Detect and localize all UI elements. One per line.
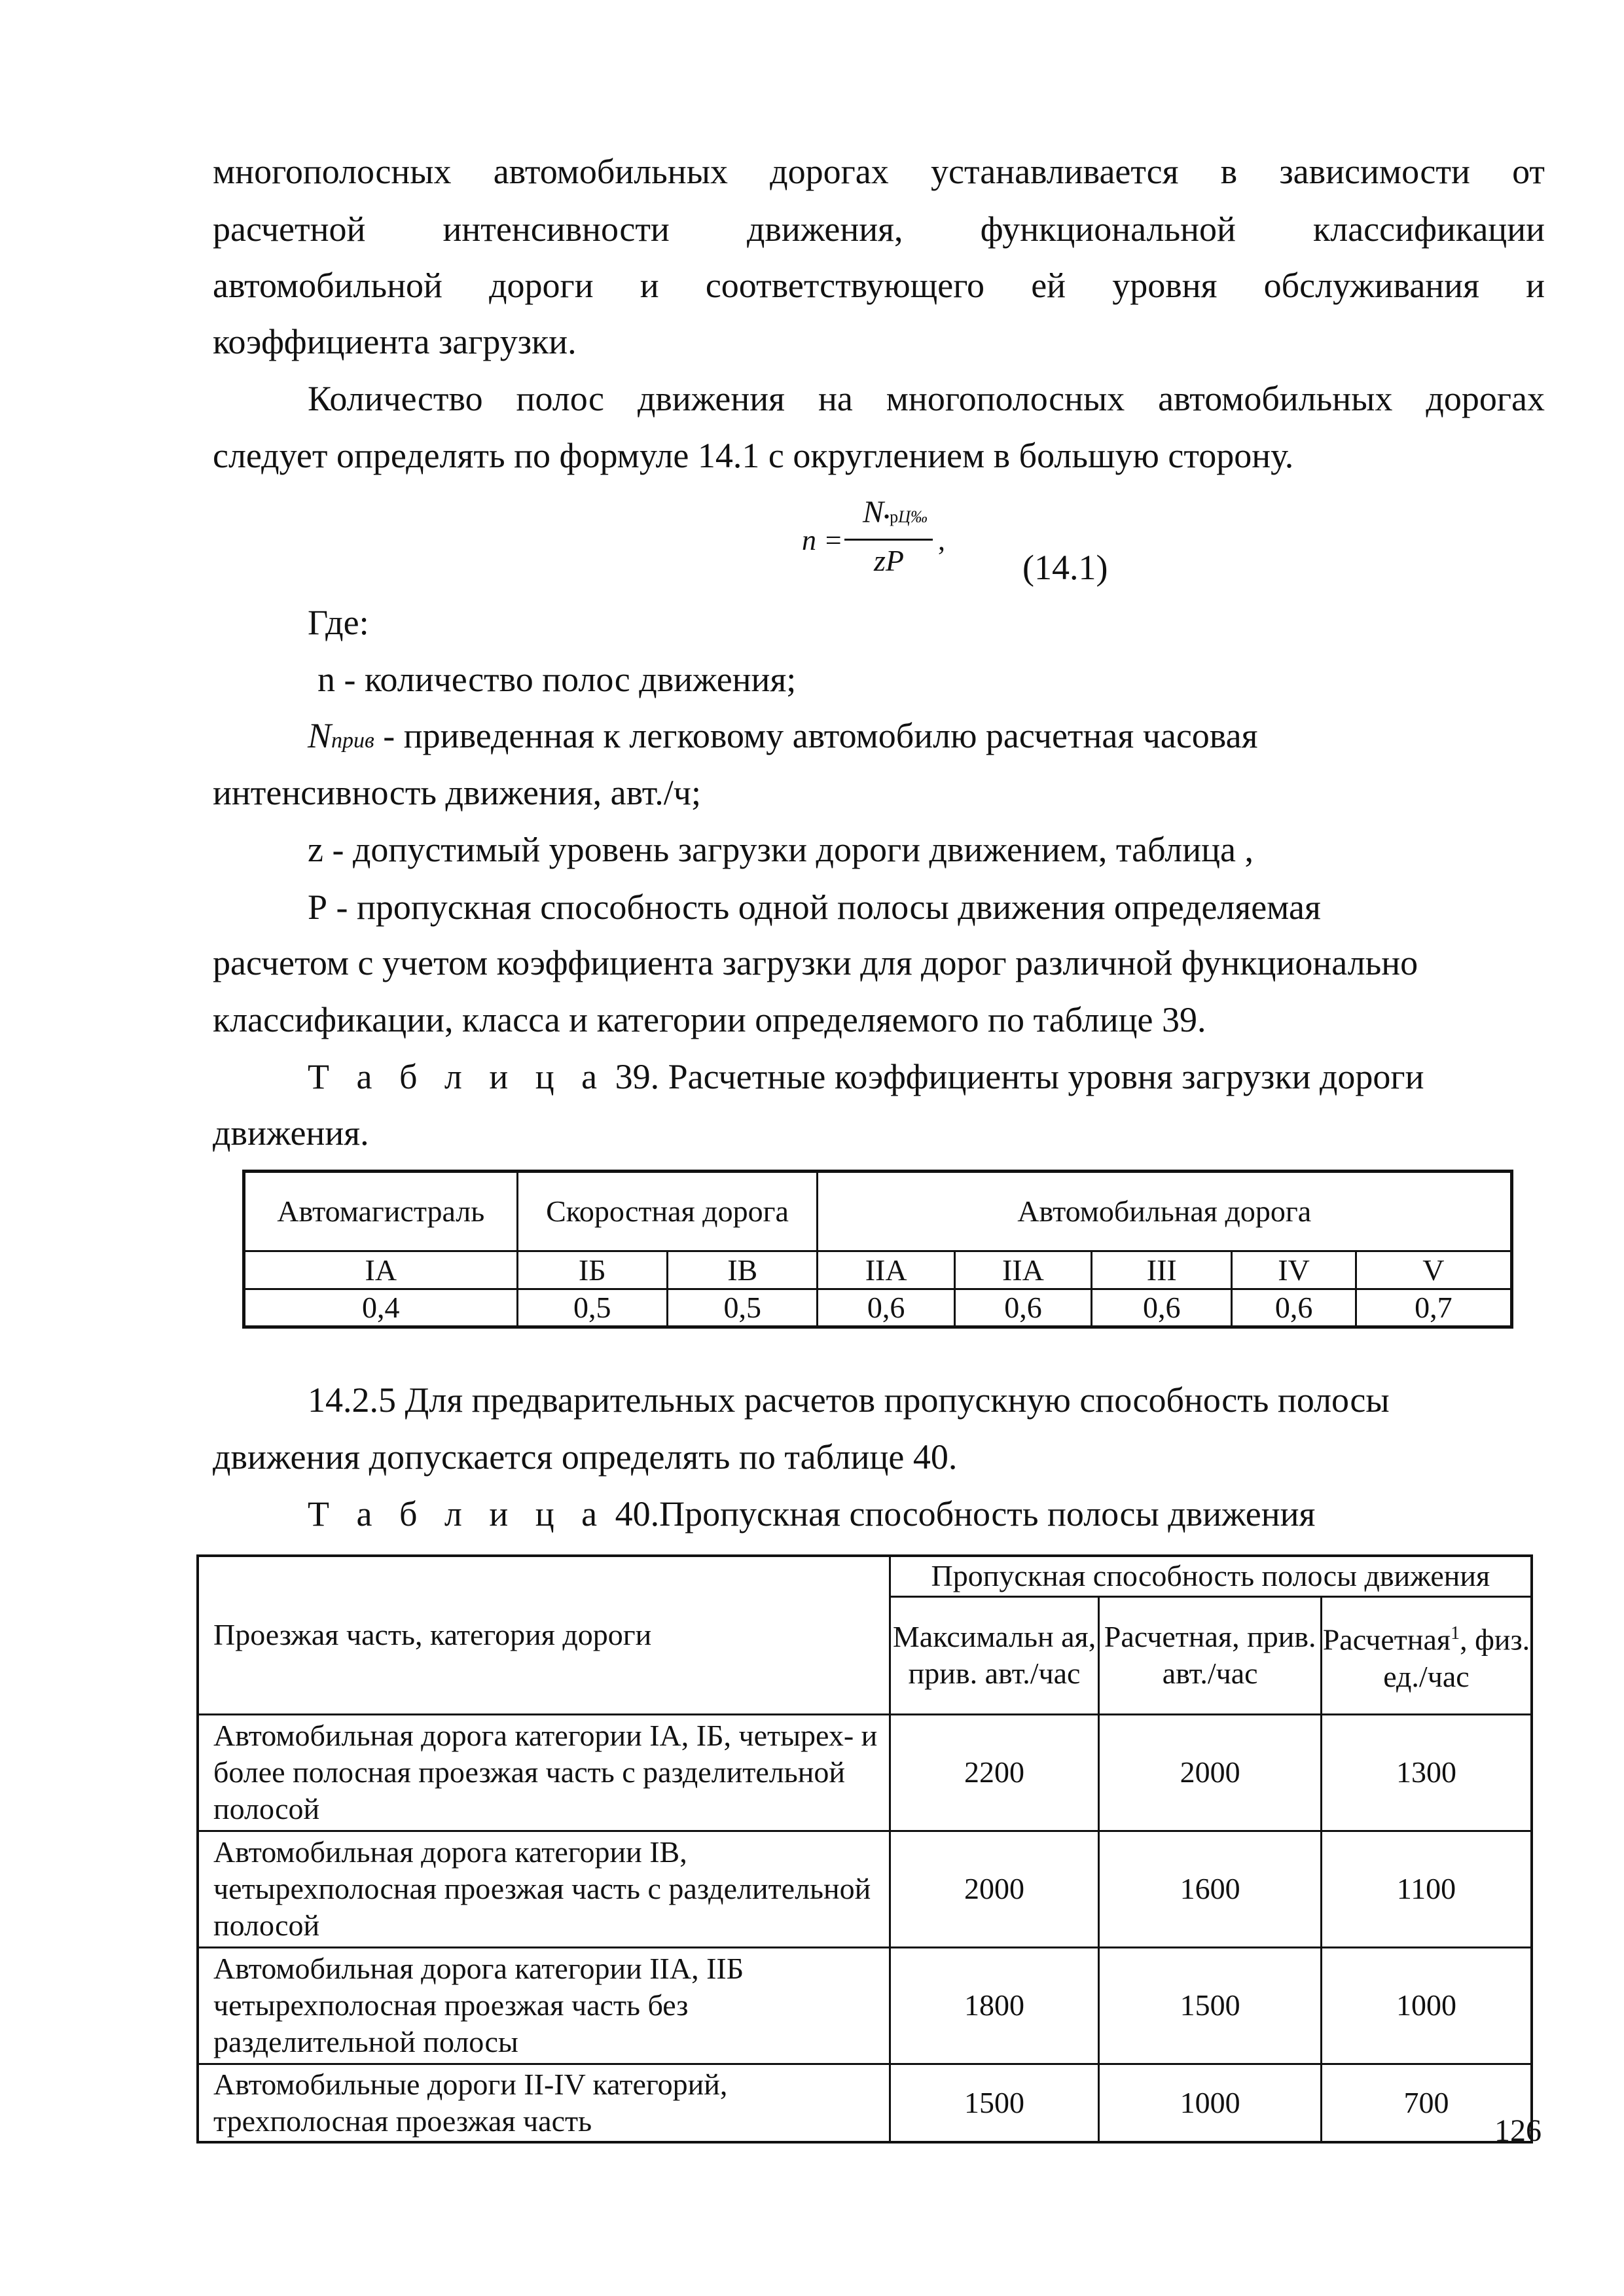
header-cell: Скоростная дорога: [517, 1172, 818, 1251]
table-cell: 0,6: [1092, 1289, 1232, 1327]
formula-denominator: zP: [874, 544, 904, 577]
table-cell: IА: [244, 1251, 518, 1289]
formula-lhs: n =: [802, 524, 843, 556]
table-cell: III: [1092, 1251, 1232, 1289]
table-cell: IIА: [818, 1251, 954, 1289]
table-row: [198, 1831, 1532, 1947]
table-cell: 0,6: [818, 1289, 954, 1327]
table39-caption: Т а б л и ц а 39. Расчетные коэффициенты уровня загрузки дороги: [308, 1057, 1424, 1096]
paragraph-line: коэффициента загрузки.: [213, 322, 577, 361]
table-cell: 1100: [1321, 1831, 1532, 1947]
table-cell: 0,7: [1356, 1289, 1511, 1327]
header-cell: Максимальн ая, прив. авт./час: [890, 1596, 1099, 1714]
paragraph-line: 14.2.5 Для предварительных расчетов пропускную способность полосы: [308, 1380, 1390, 1420]
table-row: [244, 1289, 1512, 1327]
header-cell: Пропускная способность полосы движения: [890, 1556, 1532, 1596]
paragraph-line: Количество полос движения на многополосных автомобильных дорогах: [308, 379, 1545, 418]
row-desc: Автомобильная дорога категории IIА, IIБ четырехполосная проезжая часть без разделительной полосы: [198, 1947, 890, 2064]
paragraph-line: автомобильной дороги и соответствующего ей уровня обслуживания и: [213, 266, 1545, 305]
table-cell: 700: [1321, 2064, 1532, 2142]
where-label: Где:: [308, 603, 369, 642]
page-number: 126: [1494, 2113, 1542, 2148]
table40-caption: Т а б л и ц а 40.Пропускная способность полосы движения: [308, 1494, 1316, 1534]
table-cell: 2000: [890, 1831, 1099, 1947]
table-39: [242, 1170, 1513, 1329]
row-desc: Автомобильная дорога категории IА, IБ, четырех- и более полосная проезжая часть с разделительной полосой: [198, 1714, 890, 1831]
table-cell: 0,6: [954, 1289, 1091, 1327]
table-cell: 1500: [890, 2064, 1099, 2142]
def-nprim-cont: интенсивность движения, авт./ч;: [213, 773, 701, 812]
table-cell: 1600: [1099, 1831, 1321, 1947]
def-z: z - допустимый уровень загрузки дороги движением, таблица ,: [308, 830, 1254, 869]
table-cell: IБ: [517, 1251, 667, 1289]
table-cell: 0,6: [1232, 1289, 1356, 1327]
table-row: [244, 1251, 1512, 1289]
header-cell: Расчетная, прив. авт./час: [1099, 1596, 1321, 1714]
def-nprim: Nприв - приведенная к легковому автомобилю расчетная часовая: [308, 716, 1258, 755]
header-cell: Автомобильная дорога: [818, 1172, 1512, 1251]
table-cell: 1500: [1099, 1947, 1321, 2064]
formula-comma: ,: [938, 524, 945, 556]
table-row: [198, 2064, 1532, 2142]
table-row: [198, 1714, 1532, 1831]
def-p-cont: классификации, класса и категории определяемого по таблице 39.: [213, 1000, 1206, 1039]
formula-numerator: N•рЦ‰: [863, 495, 928, 529]
table-cell: 0,5: [517, 1289, 667, 1327]
formula-number: (14.1): [1022, 548, 1108, 587]
paragraph-line: расчетной интенсивности движения, функциональной классификации: [213, 209, 1545, 249]
paragraph-line: следует определять по формуле 14.1 с округлением в большую сторону.: [213, 436, 1294, 475]
table-header-row: [244, 1172, 1512, 1251]
row-desc: Автомобильная дорога категории IВ, четырехполосная проезжая часть с разделительной полосой: [198, 1831, 890, 1947]
header-cell: Расчетная$^1$, физ. ед./час: [1321, 1596, 1532, 1714]
table-cell: IВ: [668, 1251, 818, 1289]
fraction-bar: [844, 539, 933, 541]
def-p: Р - пропускная способность одной полосы движения определяемая: [308, 888, 1321, 927]
row-desc: Автомобильные дороги II-IV категорий, трехполосная проезжая часть: [198, 2064, 890, 2142]
def-p-cont: расчетом с учетом коэффициента загрузки для дорог различной функционально: [213, 943, 1418, 982]
table-cell: IIА: [954, 1251, 1091, 1289]
table-cell: 2200: [890, 1714, 1099, 1831]
paragraph-line: движения допускается определять по таблице 40.: [213, 1437, 958, 1477]
table-cell: 1800: [890, 1947, 1099, 2064]
table-cell: 1000: [1321, 1947, 1532, 2064]
paragraph-line: многополосных автомобильных дорогах устанавливается в зависимости от: [213, 152, 1545, 191]
table-40: [196, 1554, 1533, 2144]
table-cell: 0,5: [668, 1289, 818, 1327]
table-cell: IV: [1232, 1251, 1356, 1289]
table-cell: 2000: [1099, 1714, 1321, 1831]
table-cell: 0,4: [244, 1289, 518, 1327]
table-cell: 1300: [1321, 1714, 1532, 1831]
table-cell: 1000: [1099, 2064, 1321, 2142]
table-header-row: [198, 1556, 1532, 1596]
def-n: n - количество полос движения;: [317, 660, 797, 699]
table-row: [198, 1947, 1532, 2064]
header-cell: Автомагистраль: [244, 1172, 518, 1251]
table39-caption-cont: движения.: [213, 1113, 369, 1153]
table-cell: V: [1356, 1251, 1511, 1289]
header-cell: Проезжая часть, категория дороги: [198, 1556, 890, 1714]
